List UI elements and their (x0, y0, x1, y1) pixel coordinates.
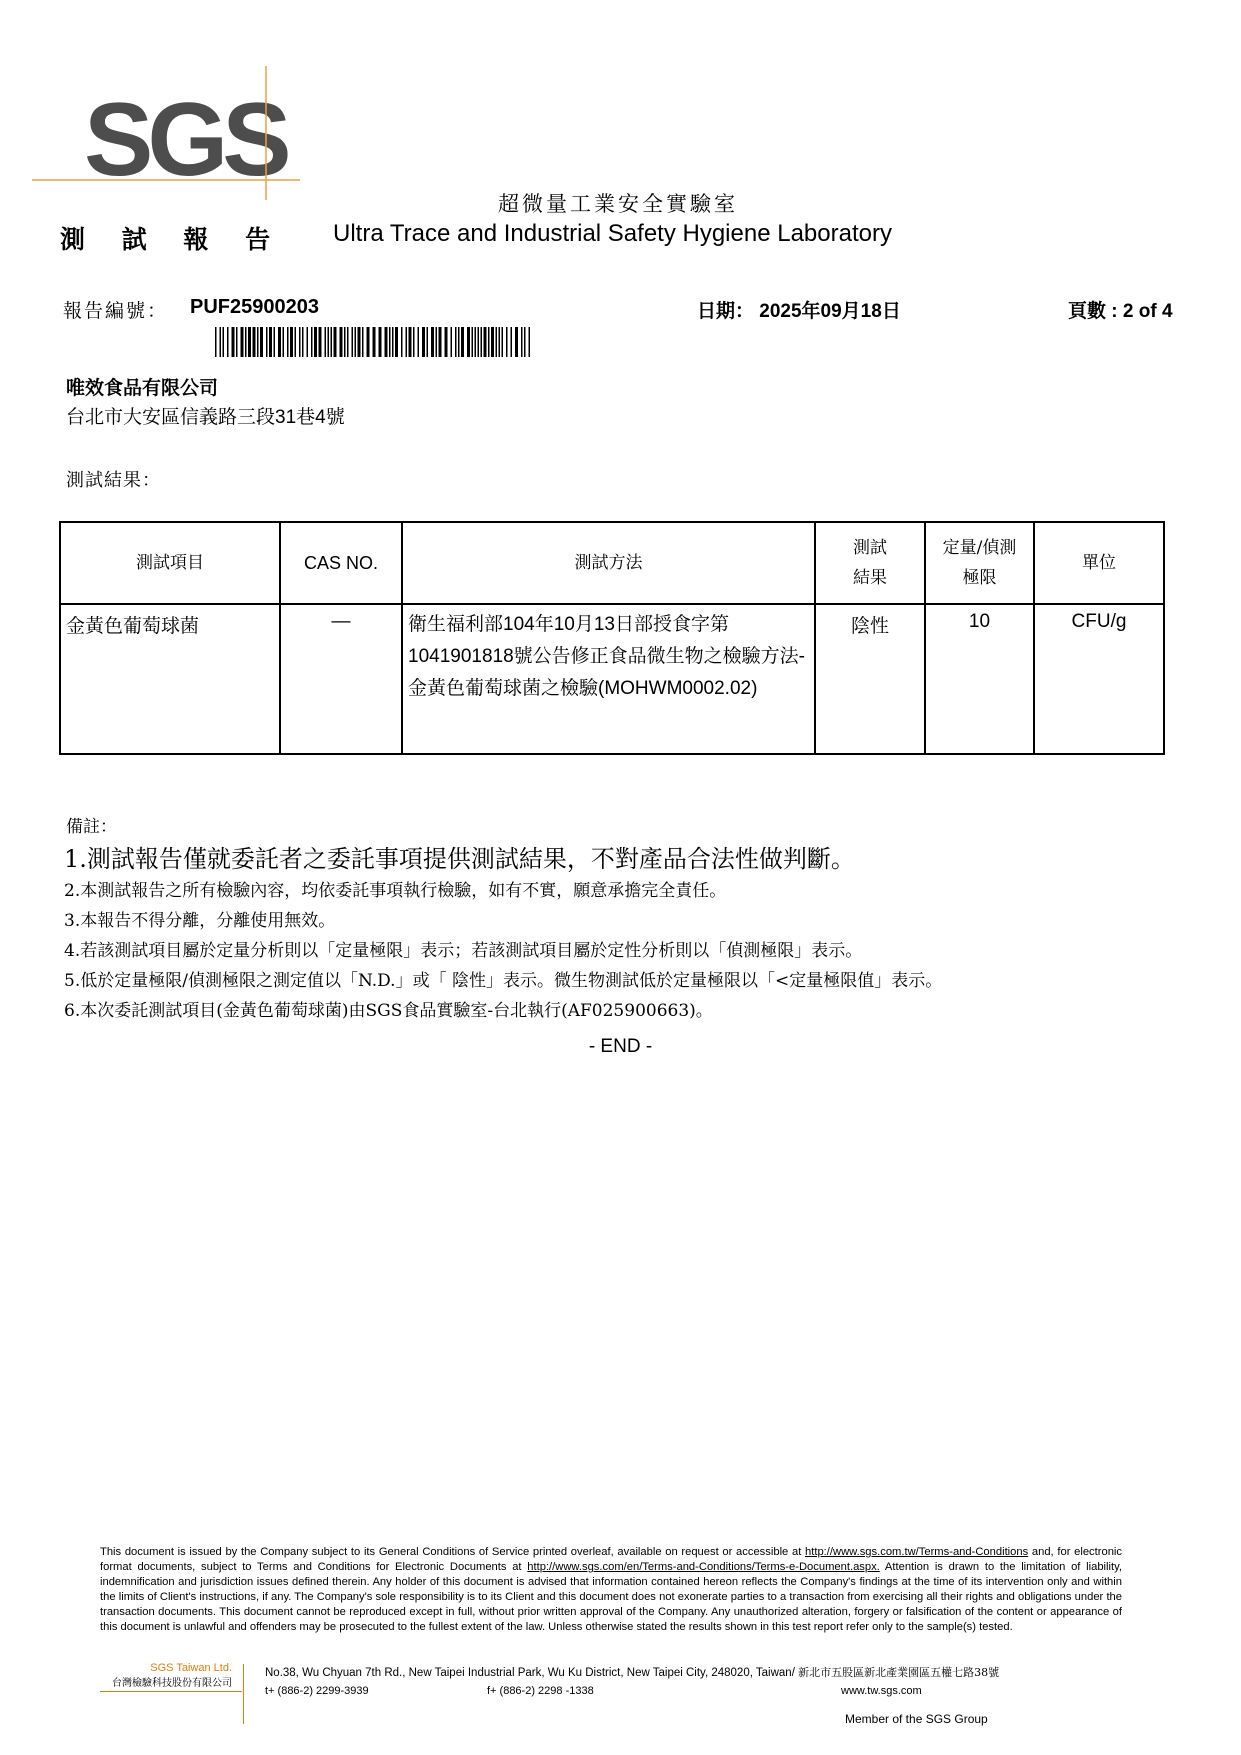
footer-fax: f+ (886-2) 2298 -1338 (487, 1685, 594, 1697)
table-header-row (60, 522, 1164, 604)
footer-phone: t+ (886-2) 2299-3939 (265, 1685, 369, 1697)
footer-website[interactable]: www.tw.sgs.com (841, 1685, 922, 1697)
report-date: 日期： 2025年09月18日 (697, 301, 901, 322)
footer-member: Member of the SGS Group (845, 1712, 988, 1726)
cell-limit: 10 (925, 604, 1034, 754)
results-label: 測試結果： (66, 470, 161, 491)
note-item: 5.低於定量極限/偵測極限之測定值以「N.D.」或「 陰性」表示。微生物測試低於定量極限以「<定量極限值」表示。 (64, 971, 943, 991)
cell-cas-no: — (280, 604, 402, 754)
brand-name-en: SGS Taiwan Ltd. (150, 1662, 232, 1674)
header-limit: 定量/偵測 極限 (925, 522, 1034, 604)
header-test-result: 測試 結果 (815, 522, 925, 604)
disclaimer-text: This document is issued by the Company subject to its General Conditions of Service printed overleaf, available on request or accessible at (100, 1546, 805, 1558)
address-zh: 新北市五股區新北產業園區五權七路38號 (798, 1666, 1000, 1679)
footer-brand (100, 1662, 232, 1689)
cell-test-method: 衛生福利部104年10月13日部授食字第1041901818號公告修正食品微生物之檢驗方法-金黃色葡萄球菌之檢驗(MOHWM0002.02) (402, 604, 815, 754)
end-marker: - END - (588, 1036, 653, 1057)
cell-unit: CFU/g (1034, 604, 1164, 754)
notes-list (64, 842, 942, 1026)
cell-test-result: 陰性 (815, 604, 925, 754)
note-item: 1.測試報告僅就委託者之委託事項提供測試結果，不對產品合法性做判斷。 (64, 845, 855, 873)
note-item: 2.本測試報告之所有檢驗內容，均依委託事項執行檢驗，如有不實，願意承擔完全責任。 (64, 881, 727, 901)
header-cas-no: CAS NO. (280, 522, 402, 604)
cell-test-item: 金黃色葡萄球菌 (60, 604, 280, 754)
e-document-terms-link[interactable]: http://www.sgs.com/en/Terms-and-Conditions/Terms-e-Document.aspx. (527, 1561, 880, 1573)
address-en: No.38, Wu Chyuan 7th Rd., New Taipei Industrial Park, Wu Ku District, New Taipei City, 248020, Taiwan/ (265, 1667, 799, 1679)
barcode-image (215, 327, 531, 357)
terms-link[interactable]: http://www.sgs.com.tw/Terms-and-Conditions (805, 1546, 1029, 1558)
table-row (60, 604, 1164, 754)
footer-divider (100, 1691, 242, 1692)
legal-disclaimer (100, 1545, 1122, 1635)
disclaimer-text: and, for electronic format documents, subject to Terms and Conditions for Electronic Documents at (100, 1546, 1122, 1573)
header-test-item: 測試項目 (60, 522, 280, 604)
lab-name-zh: 超微量工業安全實驗室 (498, 192, 738, 216)
page-number: 頁數 : 2 of 4 (1068, 301, 1173, 322)
lab-name-en: Ultra Trace and Industrial Safety Hygiene Laboratory (333, 220, 892, 247)
report-title: 測 試 報 告 (60, 225, 285, 254)
notes-label: 備註： (66, 817, 117, 837)
results-table (59, 521, 1165, 755)
sgs-logo (32, 66, 302, 206)
report-number-label: 報告編號： (63, 300, 169, 322)
header-unit: 單位 (1034, 522, 1164, 604)
client-name: 唯效食品有限公司 (66, 378, 219, 399)
disclaimer-text: Attention is drawn to the limitation of liability, indemnification and jurisdiction issues defined therein. Any holder of this document is advised that information contained hereon reflects the Company's findings at the time of its intervention only and within the limits of Client's instructions, if any. The Company's sole responsibility is to its Client and this document does not exonerate parties to a transaction from exercising all their rights and obligations under the transaction documents. This document cannot be reproduced except in full, without prior written approval of the Company. Any unauthorized alteration, forgery or falsification of the content or appearance of this document is unlawful and offenders may be prosecuted to the fullest extent of the law. Unless otherwise stated the results shown in this test report refer only to the sample(s) tested. (100, 1561, 1122, 1633)
brand-name-zh: 台灣檢驗科技股份有限公司 (112, 1678, 232, 1689)
svg-text:SGS: SGS (84, 82, 286, 198)
note-item: 6.本次委託測試項目(金黃色葡萄球菌)由SGS食品實驗室-台北執行(AF025900663)。 (64, 1001, 713, 1021)
header-test-method: 測試方法 (402, 522, 815, 604)
note-item: 4.若該測試項目屬於定量分析則以「定量極限」表示；若該測試項目屬於定性分析則以「偵測極限」表示。 (64, 941, 863, 961)
footer-address (265, 1664, 999, 1680)
client-address: 台北市大安區信義路三段31巷4號 (66, 407, 345, 428)
report-number: PUF25900203 (190, 296, 319, 318)
footer-divider (243, 1664, 244, 1724)
note-item: 3.本報告不得分離，分離使用無效。 (64, 911, 336, 931)
